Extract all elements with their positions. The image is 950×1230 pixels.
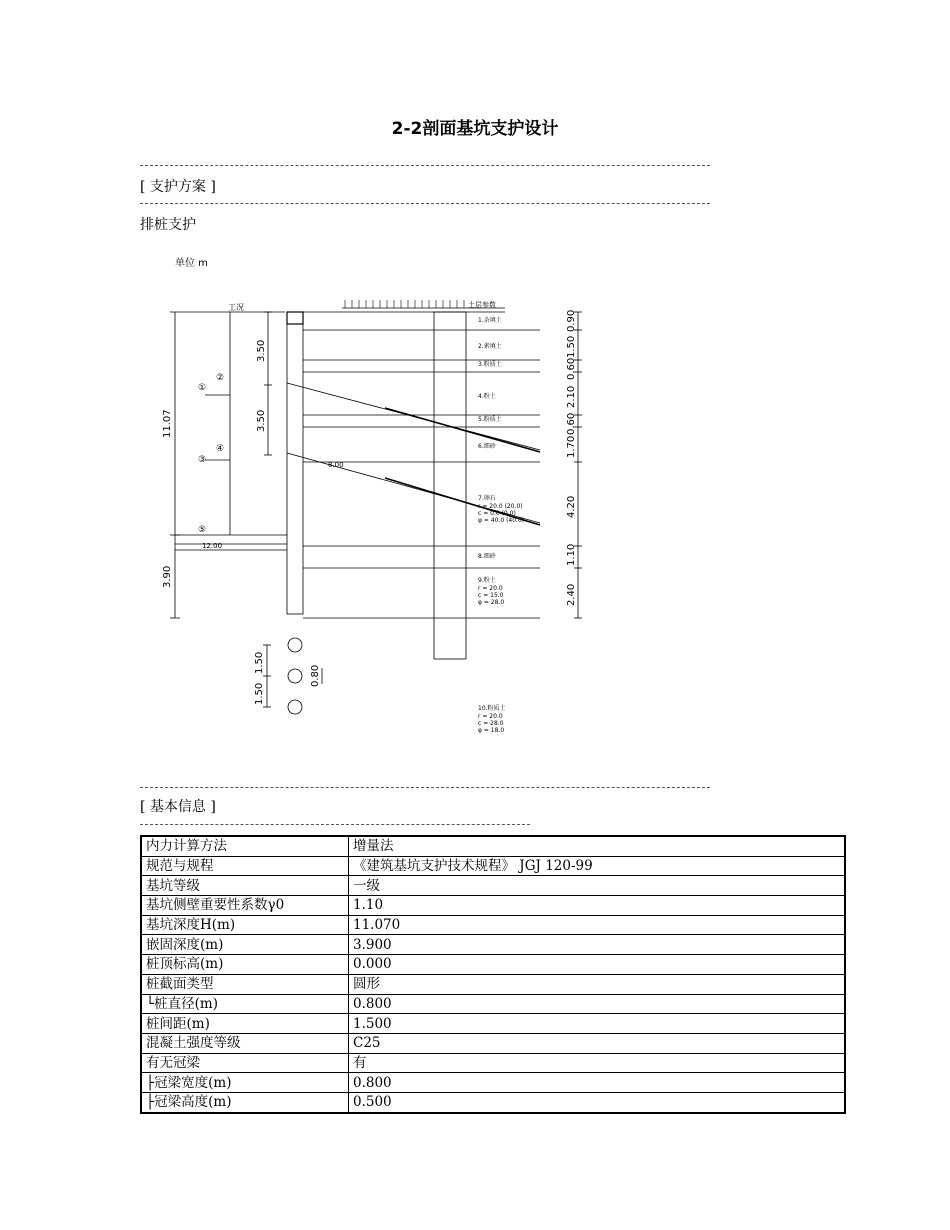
layer-dim: 2.10	[566, 385, 577, 408]
info-key: 桩间距(m)	[141, 1014, 349, 1034]
info-key: 桩截面类型	[141, 974, 349, 994]
layer-dim: 1.10	[566, 543, 577, 566]
layer-name: 4.粉土	[478, 393, 496, 400]
pile-dim: 1.50	[254, 682, 265, 705]
info-key: 规范与规程	[141, 856, 349, 876]
basic-info-table	[140, 835, 846, 1114]
info-key: ├冠梁高度(m)	[141, 1092, 349, 1112]
layer-dim: 0.60	[566, 357, 577, 380]
info-value: 11.070	[349, 915, 846, 935]
table-row	[141, 915, 845, 935]
layer-param: r = 20.0	[478, 585, 503, 592]
stage-mark: ①	[198, 383, 207, 393]
info-key: 基坑深度H(m)	[141, 915, 349, 935]
info-value: 1.10	[349, 896, 846, 916]
layer-param: c = 15.0	[478, 592, 504, 599]
layer-dim: 0.90	[566, 309, 577, 332]
layer-param: r = 20.0 (20.0)	[478, 503, 523, 510]
info-value: 一级	[349, 876, 846, 896]
dim-embed: 3.90	[162, 565, 173, 588]
layers-label: 土层参数	[468, 301, 496, 309]
layer-param: φ = 28.0	[478, 599, 505, 606]
info-value: 圆形	[349, 974, 846, 994]
table-row	[141, 856, 845, 876]
info-key: 有无冠梁	[141, 1053, 349, 1073]
info-value: 0.500	[349, 1092, 846, 1112]
layer-param: c = 0.0 (0.0)	[478, 510, 516, 517]
layer-name: 7.卵石	[478, 495, 496, 502]
info-key: 基坑等级	[141, 876, 349, 896]
info-value: 3.900	[349, 935, 846, 955]
section-heading-scheme: [ 支护方案 ]	[140, 179, 216, 195]
info-key: 混凝土强度等级	[141, 1033, 349, 1053]
info-value: 0.800	[349, 994, 846, 1014]
section-drawing	[150, 250, 710, 750]
table-row	[141, 1033, 845, 1053]
table-row	[141, 955, 845, 975]
work-label: 工况	[228, 303, 244, 312]
divider	[140, 165, 710, 166]
divider	[140, 824, 530, 825]
info-value: C25	[349, 1033, 846, 1053]
info-key: ├冠梁宽度(m)	[141, 1073, 349, 1093]
info-value: 1.500	[349, 1014, 846, 1034]
layer-name: 3.粉质土	[478, 361, 502, 368]
info-value: 0.800	[349, 1073, 846, 1093]
anchor-dim: 3.50	[256, 339, 267, 362]
layer-dim: 1.50	[566, 335, 577, 358]
layer-name: 9.粉土	[478, 577, 496, 584]
info-key: └桩直径(m)	[141, 994, 349, 1014]
stage-mark: ④	[216, 444, 225, 454]
stage-mark: ②	[216, 373, 225, 383]
layer-param: φ = 18.0	[478, 727, 505, 734]
page-title: 2-2剖面基坑支护设计	[391, 119, 559, 139]
water-label: 8.00	[328, 461, 344, 469]
info-key: 桩顶标高(m)	[141, 955, 349, 975]
info-value: 有	[349, 1053, 846, 1073]
layer-param: c = 28.0	[478, 720, 504, 727]
table-row	[141, 1014, 845, 1034]
table-row	[141, 1053, 845, 1073]
layer-name: 8.细砂	[478, 553, 496, 560]
section-heading-info: [ 基本信息 ]	[140, 799, 216, 815]
layer-name: 6.细砂	[478, 443, 496, 450]
layer-dim: 4.20	[566, 495, 577, 518]
stage-mark: ⑤	[198, 525, 207, 535]
layer-name: 1.杂填土	[478, 317, 502, 324]
table-row	[141, 935, 845, 955]
table-row	[141, 1092, 845, 1112]
info-key: 嵌固深度(m)	[141, 935, 349, 955]
table-row	[141, 896, 845, 916]
layer-name: 2.素填土	[478, 343, 502, 350]
layer-name: 5.粉质土	[478, 416, 502, 423]
water-label: 12.00	[202, 542, 223, 550]
layer-dim: 1.70	[566, 435, 577, 458]
layer-param: φ = 40.0 (40.0)	[478, 517, 525, 524]
table-row	[141, 994, 845, 1014]
layer-dim: 2.40	[566, 583, 577, 606]
info-key: 基坑侧壁重要性系数γ0	[141, 896, 349, 916]
layer-dim: 0.60	[566, 412, 577, 435]
info-value: 0.000	[349, 955, 846, 975]
pile-diameter: 0.80	[310, 664, 321, 687]
info-value: 增量法	[349, 836, 846, 856]
layer-name: 10.粉质土	[478, 705, 506, 712]
divider	[140, 203, 710, 204]
scheme-label: 排桩支护	[140, 217, 196, 233]
layer-param: r = 20.0	[478, 713, 503, 720]
table-row	[141, 1073, 845, 1093]
pile-dim: 1.50	[254, 651, 265, 674]
info-value: 《建筑基坑支护技术规程》 JGJ 120-99	[349, 856, 846, 876]
dim-depth: 11.07	[162, 409, 173, 438]
divider	[140, 787, 710, 788]
table-row	[141, 974, 845, 994]
anchor-dim: 3.50	[256, 409, 267, 432]
unit-label: 单位 m	[175, 258, 208, 269]
table-row	[141, 876, 845, 896]
stage-mark: ③	[198, 455, 207, 465]
table-row	[141, 836, 845, 856]
info-key: 内力计算方法	[141, 836, 349, 856]
